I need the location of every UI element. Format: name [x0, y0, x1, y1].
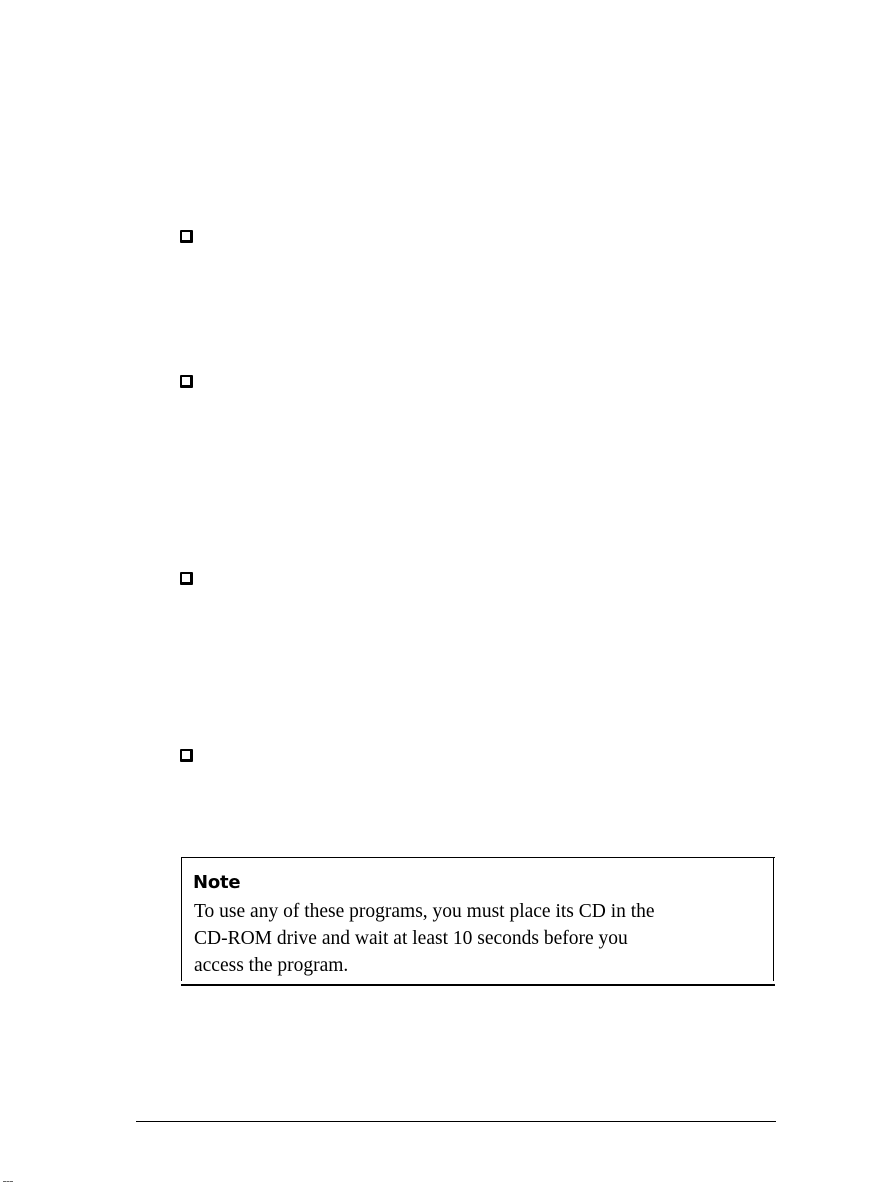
checkbox-bullet-icon [180, 230, 193, 243]
note-left-border [181, 857, 182, 981]
footer-rule [136, 1121, 776, 1122]
checkbox-bullet-icon [180, 375, 193, 388]
note-line: To use any of these programs, you must place its CD in the [194, 901, 655, 922]
note-bottom-border [181, 984, 775, 986]
checkbox-bullet-icon [180, 572, 193, 585]
corner-mark [3, 1181, 13, 1182]
note-top-border [181, 857, 775, 858]
note-body [194, 898, 774, 979]
note-line: access the program. [194, 955, 349, 976]
note-line: CD-ROM drive and wait at least 10 seconds before you [194, 928, 628, 949]
note-box [181, 857, 775, 986]
checkbox-bullet-icon [180, 749, 193, 762]
note-heading: Note [193, 872, 241, 893]
